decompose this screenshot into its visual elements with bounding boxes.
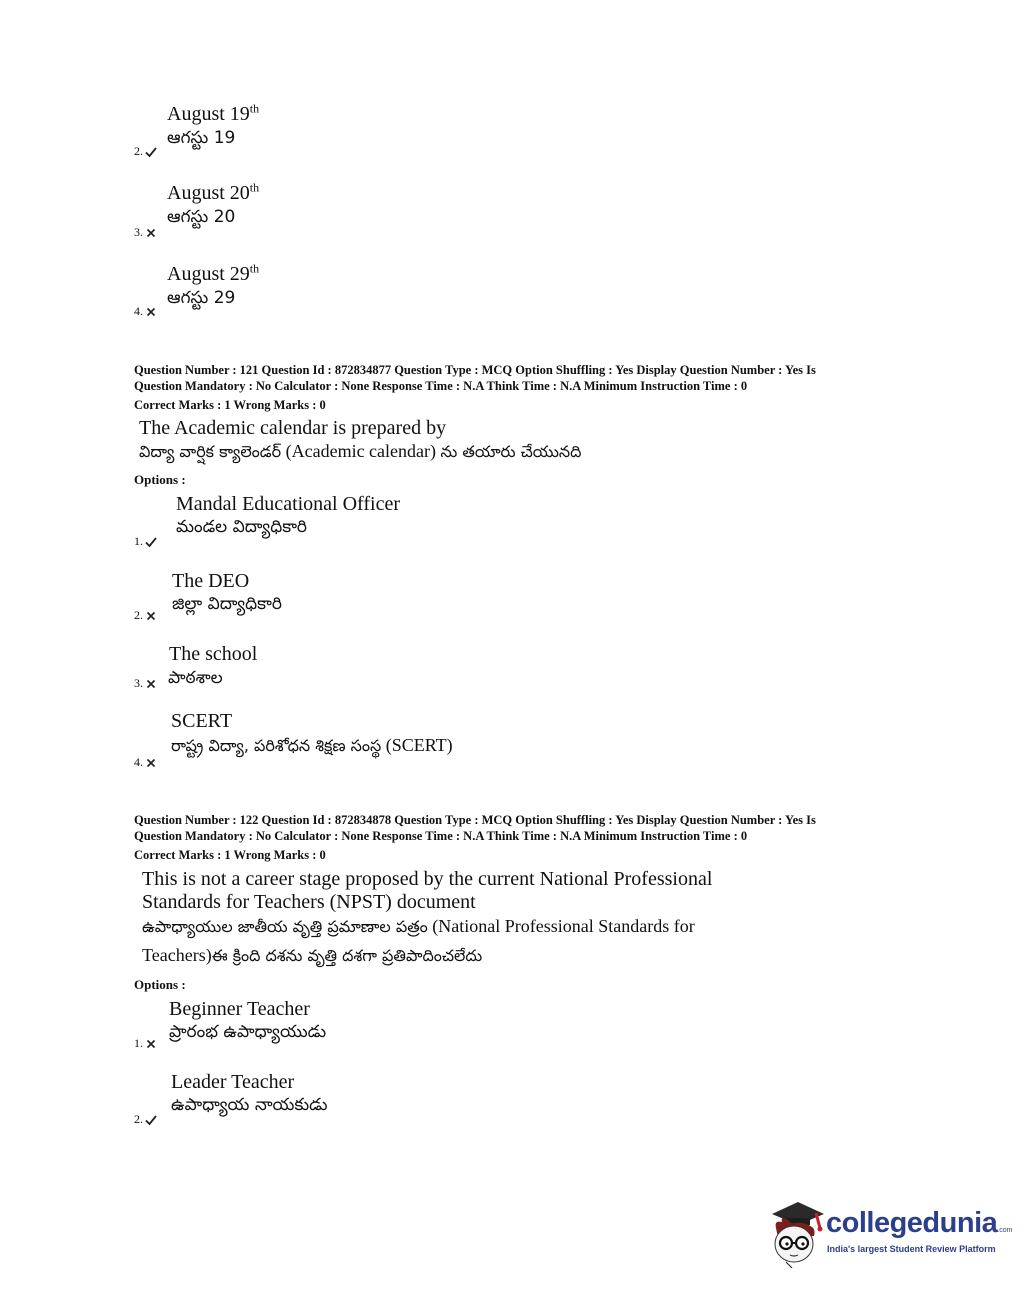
prev-option-4-marker bbox=[134, 304, 157, 318]
check-icon bbox=[145, 146, 157, 158]
check-icon bbox=[145, 536, 157, 548]
question-telugu: ఉపాధ్యాయుల జాతీయ వృత్తి ప్రమాణాల పత్రం (National Professional Standards for bbox=[142, 916, 695, 936]
option-text: Beginner Teacher bbox=[169, 998, 310, 1020]
cross-icon bbox=[145, 757, 157, 769]
cross-icon bbox=[145, 678, 157, 690]
q121-option-4-marker bbox=[134, 755, 157, 769]
prev-option-2 bbox=[167, 103, 259, 148]
option-text: August 20 bbox=[167, 182, 250, 204]
option-telugu: పాఠశాల bbox=[168, 668, 223, 688]
option-text: August 19 bbox=[167, 103, 250, 125]
meta-line: Question Number : 121 Question Id : 872834877 Question Type : MCQ Option Shuffling : Yes Display Question Number : Yes Is bbox=[134, 363, 816, 377]
check-icon bbox=[145, 1114, 157, 1126]
meta-line: Question Number : 122 Question Id : 872834878 Question Type : MCQ Option Shuffling : Yes Display Question Number : Yes Is bbox=[134, 813, 816, 827]
question-122-text bbox=[142, 868, 712, 967]
q121-option-2-marker bbox=[134, 608, 157, 622]
question-english: Standards for Teachers (NPST) document bbox=[142, 891, 476, 913]
option-number: 2. bbox=[134, 144, 143, 158]
option-number: 1. bbox=[134, 534, 143, 548]
question-122-meta bbox=[134, 812, 816, 863]
option-telugu: ప్రారంభ ఉపాధ్యాయుడు bbox=[169, 1022, 327, 1042]
cross-icon bbox=[145, 227, 157, 239]
logo-name: collegedunia bbox=[826, 1207, 998, 1239]
option-number: 3. bbox=[134, 225, 143, 239]
q122-option-1-marker bbox=[134, 1036, 157, 1050]
question-121-meta bbox=[134, 362, 816, 413]
question-telugu: విద్యా వార్షిక క్యాలెండర్ (Academic calendar) ను తయారు చేయునది bbox=[139, 441, 582, 461]
marks-line: Correct Marks : 1 Wrong Marks : 0 bbox=[134, 398, 326, 412]
question-english: The Academic calendar is prepared by bbox=[139, 417, 447, 439]
option-number: 4. bbox=[134, 755, 143, 769]
options-label: Options : bbox=[134, 977, 186, 992]
option-telugu: రాష్ట్ర విద్యా, పరిశోధన శిక్షణ సంస్థ (SCERT) bbox=[171, 735, 453, 755]
option-telugu: ఆగస్టు 20 bbox=[167, 207, 236, 227]
option-superscript: th bbox=[249, 261, 260, 276]
option-number: 3. bbox=[134, 676, 143, 690]
option-text: The DEO bbox=[172, 570, 250, 592]
meta-line: Question Mandatory : No Calculator : None Response Time : N.A Think Time : N.A Minimum Instruction Time : 0 bbox=[134, 829, 748, 843]
q121-option-3 bbox=[169, 643, 257, 665]
meta-line: Question Mandatory : No Calculator : None Response Time : N.A Think Time : N.A Minimum Instruction Time : 0 bbox=[134, 379, 748, 393]
logo-suffix: .com bbox=[997, 1227, 1013, 1234]
option-number: 4. bbox=[134, 304, 143, 318]
q121-option-2 bbox=[172, 570, 282, 614]
prev-option-2-marker bbox=[134, 144, 157, 158]
q122-option-2-marker bbox=[134, 1112, 157, 1126]
marks-line: Correct Marks : 1 Wrong Marks : 0 bbox=[134, 848, 326, 862]
option-text: SCERT bbox=[171, 710, 233, 732]
cross-icon bbox=[145, 610, 157, 622]
logo-wordmark bbox=[826, 1208, 1012, 1238]
question-121-text bbox=[139, 417, 581, 463]
q121-option-4 bbox=[171, 710, 453, 757]
option-telugu: ఆగస్టు 29 bbox=[167, 288, 236, 308]
prev-option-3-marker bbox=[134, 225, 157, 239]
option-telugu: ఆగస్టు 19 bbox=[167, 128, 236, 148]
question-english: This is not a career stage proposed by the current National Professional bbox=[142, 868, 713, 890]
cross-icon bbox=[145, 1038, 157, 1050]
cross-icon bbox=[145, 306, 157, 318]
options-label: Options : bbox=[134, 472, 186, 487]
question-telugu: Teachers)ఈ క్రింది దశను వృత్తి దశగా ప్రతిపాదించలేదు bbox=[142, 945, 483, 965]
option-text: Mandal Educational Officer bbox=[176, 493, 400, 515]
q121-option-1 bbox=[176, 493, 400, 537]
q122-option-2 bbox=[171, 1071, 328, 1115]
option-telugu: ఉపాధ్యాయ నాయకుడు bbox=[171, 1095, 328, 1115]
option-number: 1. bbox=[134, 1036, 143, 1050]
logo-tagline: India's largest Student Review Platform bbox=[827, 1244, 996, 1254]
q121-option-1-marker bbox=[134, 534, 157, 548]
option-superscript: th bbox=[249, 101, 260, 116]
option-number: 2. bbox=[134, 1112, 143, 1126]
option-number: 2. bbox=[134, 608, 143, 622]
option-text: The school bbox=[169, 643, 258, 665]
collegedunia-logo bbox=[766, 1198, 1013, 1270]
prev-option-4 bbox=[167, 263, 259, 308]
option-telugu: జిల్లా విద్యాధికారి bbox=[172, 594, 283, 614]
prev-option-3 bbox=[167, 182, 259, 227]
q122-option-1 bbox=[169, 998, 326, 1042]
option-text: August 29 bbox=[167, 263, 250, 285]
mascot-icon bbox=[766, 1198, 826, 1268]
option-telugu: మండల విద్యాధికారి bbox=[176, 517, 308, 537]
option-text: Leader Teacher bbox=[171, 1071, 295, 1093]
option-superscript: th bbox=[249, 180, 260, 195]
q121-option-3-marker bbox=[134, 676, 157, 690]
